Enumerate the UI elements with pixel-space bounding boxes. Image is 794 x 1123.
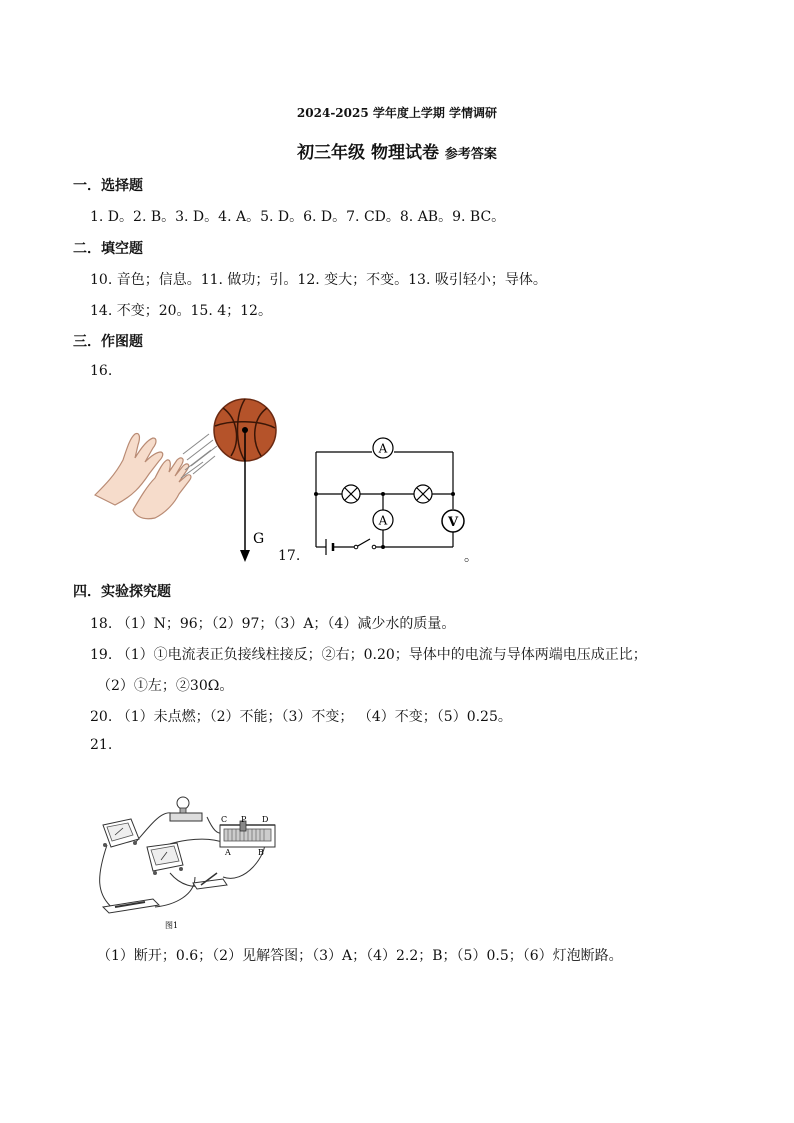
answer-line-21: 21.	[90, 737, 113, 753]
answer-line-18: 18. （1）N；96；（2）97；（3）A；（4）减少水的质量。	[90, 616, 456, 632]
junction-dot	[451, 492, 455, 496]
switch-contact-right	[372, 545, 376, 549]
section-heading-choice: 一．选择题	[73, 178, 143, 194]
rheostat-label-a: A	[225, 848, 231, 857]
section-heading-fill: 二．填空题	[73, 241, 143, 257]
battery-holder-icon	[103, 899, 159, 913]
question-17-label: 17.	[278, 548, 301, 564]
switch-icon	[193, 873, 227, 889]
question-16-label: 16.	[90, 363, 113, 379]
figure-17-circuit	[308, 436, 460, 558]
answer-line-20: 20. （1）未点燃；（2）不能；（3）不变； （4）不变；（5）0.25。	[90, 709, 512, 725]
lamp-left-icon	[342, 485, 360, 503]
answer-line-19-2: （2）①左；②30Ω。	[97, 678, 234, 694]
answer-line-choice: 1. D。2. B。3. D。4. A。5. D。6. D。7. CD。8. AB。9. BC。	[90, 209, 506, 225]
voltmeter-symbol: V	[447, 515, 459, 530]
answer-line-fill-1: 10. 音色；信息。11. 做功；引。12. 变大；不变。13. 吸引轻小；导体。	[90, 272, 547, 288]
junction-dot	[314, 492, 318, 496]
section-heading-experiment: 四．实验探究题	[73, 584, 171, 600]
junction-dot	[381, 492, 385, 496]
exam-title-main: 初三年级 物理试卷	[297, 143, 439, 163]
meter-middle-icon	[147, 843, 183, 875]
gravity-arrowhead	[240, 550, 250, 562]
meter-left-icon	[103, 819, 139, 847]
ammeter-middle-symbol: A	[378, 513, 388, 528]
exam-title-tag: 参考答案	[444, 147, 497, 162]
answer-line-19-1: 19. （1）①电流表正负接线柱接反；②右；0.20；导体中的电流与导体两端电压成正比；	[90, 647, 647, 663]
figure-16-basketball	[85, 390, 285, 565]
question-17-period: 。	[464, 549, 478, 565]
gravity-label: G	[253, 531, 265, 547]
answer-line-21-answers: （1）断开；0.6；（2）见解答图；（3）A；（4）2.2；B；（5）0.5；（6）灯泡断路。	[97, 948, 623, 964]
lamp-right-icon	[414, 485, 432, 503]
exam-title	[0, 138, 794, 163]
ammeter-middle-icon	[373, 510, 393, 530]
rheostat-icon	[220, 821, 275, 847]
ammeter-top-icon	[373, 438, 393, 458]
figure-21-caption: 图1	[165, 921, 179, 930]
voltmeter-icon	[442, 510, 464, 532]
junction-dot	[381, 545, 385, 549]
rheostat-label-c: C	[221, 815, 228, 824]
rheostat-label-p: P	[241, 815, 247, 824]
answer-line-fill-2: 14. 不变；20。15. 4；12。	[90, 303, 272, 319]
figure-21-apparatus	[95, 795, 280, 935]
exam-subtitle: 2024-2025 学年度上学期 学情调研	[296, 106, 498, 120]
section-heading-drawing: 三．作图题	[73, 334, 143, 350]
rheostat-label-d: D	[262, 815, 269, 824]
rheostat-label-b: B	[258, 848, 264, 857]
ammeter-top-symbol: A	[378, 441, 388, 456]
bulb-icon	[170, 797, 202, 821]
switch-contact-left	[354, 545, 358, 549]
